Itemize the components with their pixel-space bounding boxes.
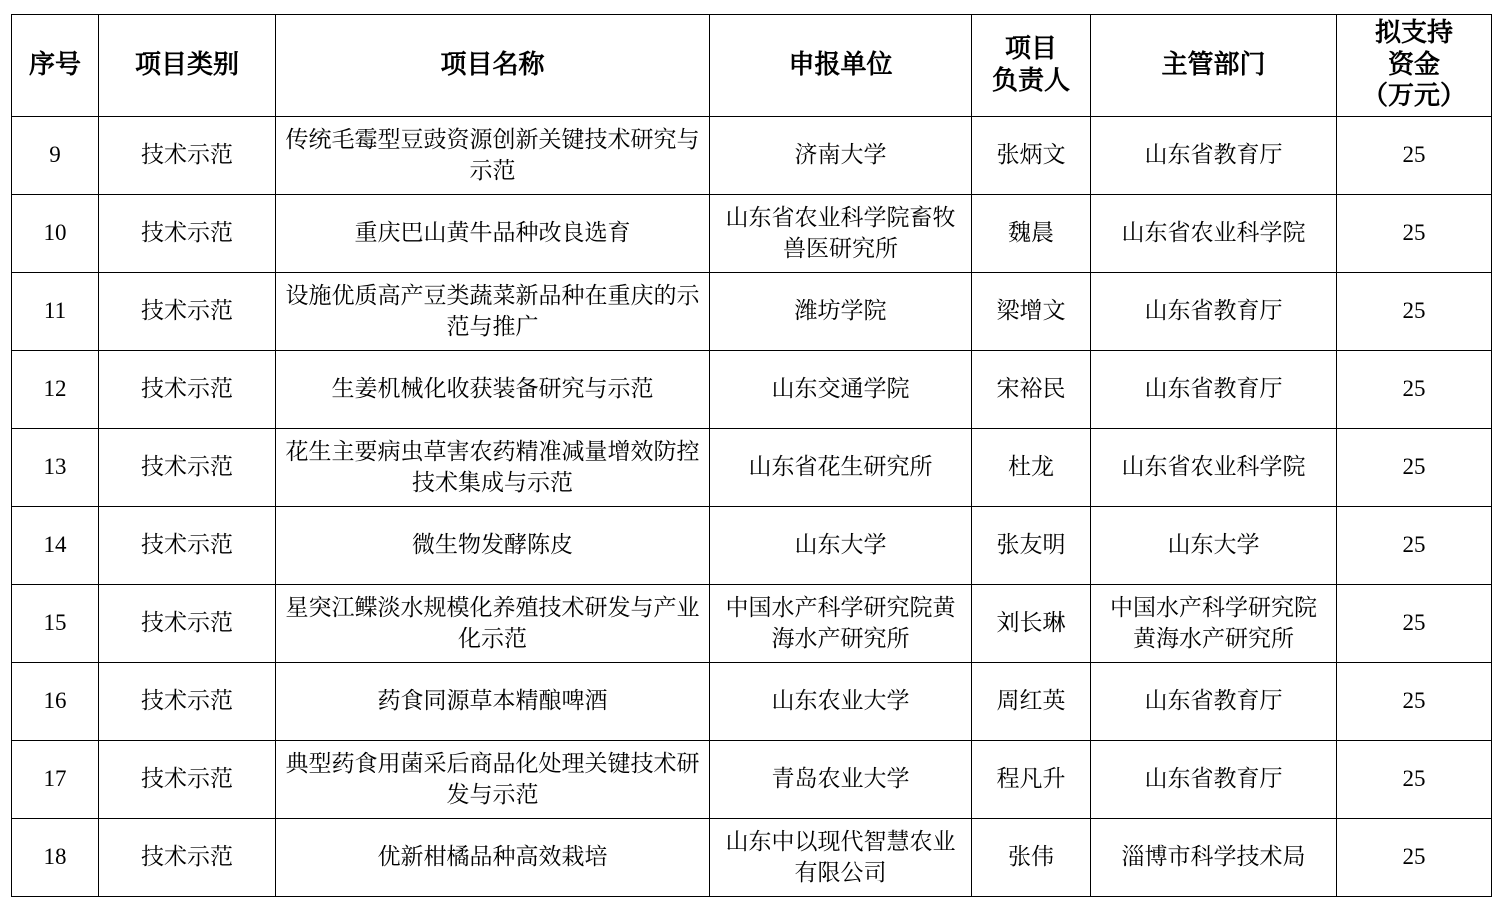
cell-category: 技术示范 [99,741,276,819]
cell-funding: 25 [1337,429,1492,507]
cell-unit: 青岛农业大学 [710,741,972,819]
cell-unit: 济南大学 [710,117,972,195]
cell-name: 重庆巴山黄牛品种改良选育 [276,195,710,273]
cell-category: 技术示范 [99,117,276,195]
header-dept: 主管部门 [1091,15,1337,117]
cell-category: 技术示范 [99,351,276,429]
cell-funding: 25 [1337,273,1492,351]
table-row [12,429,1492,507]
header-funding-line2: 资金 [1387,49,1440,80]
header-row [12,15,1492,117]
table-row [12,585,1492,663]
cell-seq: 14 [12,507,99,585]
cell-dept: 山东省教育厅 [1091,663,1337,741]
cell-leader: 刘长琳 [972,585,1091,663]
cell-leader: 周红英 [972,663,1091,741]
cell-seq: 13 [12,429,99,507]
cell-unit: 山东中以现代智慧农业有限公司 [710,819,972,897]
cell-funding: 25 [1337,507,1492,585]
cell-funding: 25 [1337,117,1492,195]
cell-leader: 张友明 [972,507,1091,585]
cell-category: 技术示范 [99,663,276,741]
cell-category: 技术示范 [99,507,276,585]
table-row [12,507,1492,585]
cell-funding: 25 [1337,195,1492,273]
cell-unit: 山东交通学院 [710,351,972,429]
cell-dept: 中国水产科学研究院黄海水产研究所 [1091,585,1337,663]
header-seq: 序号 [12,15,99,117]
cell-seq: 16 [12,663,99,741]
cell-funding: 25 [1337,819,1492,897]
table-row [12,663,1492,741]
header-funding-line1: 拟支持 [1374,17,1453,48]
header-name: 项目名称 [276,15,710,117]
header-funding-line3: （万元） [1361,81,1466,112]
cell-unit: 山东大学 [710,507,972,585]
header-leader [972,15,1091,117]
header-category: 项目类别 [99,15,276,117]
cell-dept: 山东省教育厅 [1091,741,1337,819]
cell-dept: 山东省农业科学院 [1091,429,1337,507]
cell-name: 药食同源草本精酿啤酒 [276,663,710,741]
cell-name: 花生主要病虫草害农药精准减量增效防控技术集成与示范 [276,429,710,507]
table-row [12,195,1492,273]
cell-funding: 25 [1337,585,1492,663]
cell-dept: 淄博市科学技术局 [1091,819,1337,897]
cell-unit: 山东农业大学 [710,663,972,741]
cell-name: 微生物发酵陈皮 [276,507,710,585]
cell-leader: 梁增文 [972,273,1091,351]
cell-dept: 山东省农业科学院 [1091,195,1337,273]
table-row [12,273,1492,351]
cell-seq: 18 [12,819,99,897]
header-funding [1337,15,1492,117]
cell-name: 星突江鲽淡水规模化养殖技术研发与产业化示范 [276,585,710,663]
cell-dept: 山东省教育厅 [1091,351,1337,429]
cell-leader: 杜龙 [972,429,1091,507]
cell-category: 技术示范 [99,585,276,663]
table-row [12,351,1492,429]
cell-name: 生姜机械化收获装备研究与示范 [276,351,710,429]
cell-seq: 17 [12,741,99,819]
cell-funding: 25 [1337,663,1492,741]
cell-name: 传统毛霉型豆豉资源创新关键技术研究与示范 [276,117,710,195]
header-leader-line2: 负责人 [991,65,1070,96]
cell-dept: 山东大学 [1091,507,1337,585]
cell-unit: 山东省农业科学院畜牧兽医研究所 [710,195,972,273]
project-table [11,14,1492,897]
cell-unit: 中国水产科学研究院黄海水产研究所 [710,585,972,663]
cell-leader: 程凡升 [972,741,1091,819]
cell-leader: 张伟 [972,819,1091,897]
cell-category: 技术示范 [99,273,276,351]
cell-category: 技术示范 [99,429,276,507]
cell-funding: 25 [1337,741,1492,819]
cell-leader: 魏晨 [972,195,1091,273]
cell-seq: 12 [12,351,99,429]
header-leader-line1: 项目 [1004,33,1057,64]
cell-name: 典型药食用菌采后商品化处理关键技术研发与示范 [276,741,710,819]
cell-category: 技术示范 [99,195,276,273]
cell-unit: 潍坊学院 [710,273,972,351]
table-row [12,741,1492,819]
cell-seq: 9 [12,117,99,195]
cell-dept: 山东省教育厅 [1091,273,1337,351]
cell-funding: 25 [1337,351,1492,429]
header-unit: 申报单位 [710,15,972,117]
cell-leader: 宋裕民 [972,351,1091,429]
cell-leader: 张炳文 [972,117,1091,195]
table-row [12,117,1492,195]
cell-seq: 15 [12,585,99,663]
cell-seq: 11 [12,273,99,351]
cell-category: 技术示范 [99,819,276,897]
cell-name: 设施优质高产豆类蔬菜新品种在重庆的示范与推广 [276,273,710,351]
cell-unit: 山东省花生研究所 [710,429,972,507]
cell-seq: 10 [12,195,99,273]
cell-dept: 山东省教育厅 [1091,117,1337,195]
cell-name: 优新柑橘品种高效栽培 [276,819,710,897]
table-row [12,819,1492,897]
